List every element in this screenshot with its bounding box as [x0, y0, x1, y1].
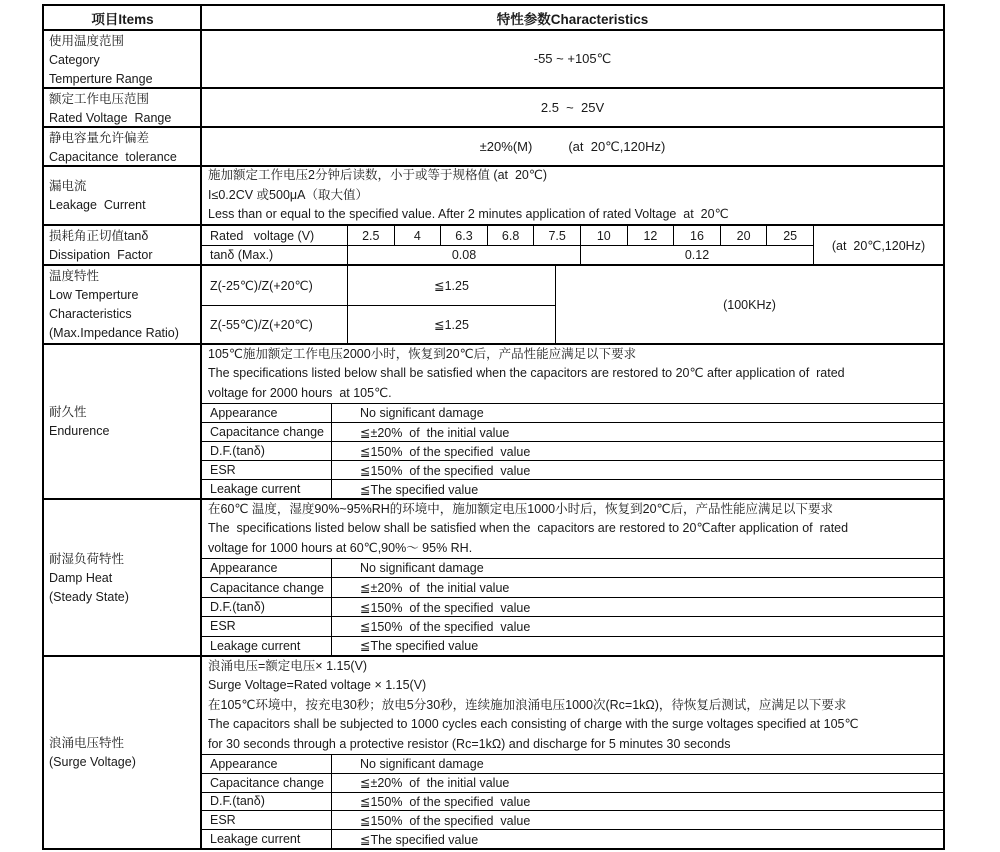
capacitance-tolerance-value-group	[480, 139, 666, 155]
temperature-range-label-en1: Category	[49, 53, 100, 67]
leakage-spec-line-1: 施加额定工作电压2分钟后读数，小于或等于规格值 (at 20℃)	[208, 168, 548, 183]
spec-item-label: Leakage current	[202, 480, 332, 498]
damp-heat-desc-line-3: voltage for 1000 hours at 60℃,90%～ 95% RH.	[208, 540, 473, 555]
impedance-ratio-label-1: Z(-25℃)/Z(+20℃)	[210, 278, 313, 293]
endurance-label-cell	[44, 345, 202, 498]
impedance-ratio-table	[202, 266, 943, 343]
surge-desc-line-5: for 30 seconds through a protective resistor (Rc=1kΩ) and discharge for 5 minutes 30 seconds	[208, 736, 731, 751]
items-header-label: 项目Items	[91, 12, 154, 27]
leakage-current-label-en: Leakage Current	[49, 198, 146, 212]
damp-heat-spec-row-capacitance	[202, 577, 943, 596]
leakage-current-spec-cell	[202, 167, 943, 224]
spec-item-label: Capacitance change	[202, 774, 332, 792]
tan-value-high-cell: 0.12	[580, 245, 813, 264]
low-temperature-label-en2: Characteristics	[49, 307, 132, 321]
endurance-spec-row-leakage	[202, 479, 943, 498]
damp-heat-spec-row-df	[202, 597, 943, 616]
damp-heat-row	[44, 498, 943, 655]
characteristics-header-label: 特性参数Characteristics	[496, 11, 649, 27]
surge-spec-table	[202, 754, 943, 848]
capacitance-tolerance-value-cell	[202, 128, 943, 165]
items-header-cell	[44, 6, 202, 29]
damp-heat-desc-line-2: The specifications listed below shall be satisfied when the capacitors are restored to 20℃after application of rated	[208, 521, 849, 536]
endurance-spec-table	[202, 403, 943, 498]
surge-desc-line-3: 在105℃环境中，按充电30秒；放电5分30秒，连续施加浪涌电压1000次(Rc=1kΩ)，待恢复后测试，应满足以下要求	[208, 697, 847, 712]
surge-spec-row-esr	[202, 810, 943, 829]
surge-voltage-label-cn: 浪涌电压特性	[49, 736, 125, 750]
characteristics-spec-table	[42, 4, 945, 850]
voltage-cell-4: 7.5	[533, 226, 580, 245]
spec-item-label: Leakage current	[202, 637, 332, 655]
voltage-cell-8: 20	[720, 226, 767, 245]
endurance-desc-line-2: The specifications listed below shall be satisfied when the capacitors are restored to 20℃ after application of rated	[208, 366, 845, 381]
damp-heat-desc-line-1: 在60℃ 温度，湿度90%~95%RH的环境中，施加额定电压1000小时后，恢复到20℃后，产品性能应满足以下要求	[208, 501, 834, 516]
voltage-cell-5: 10	[580, 226, 627, 245]
spec-item-value: ≦150% of the specified value	[360, 444, 531, 459]
temperature-range-value-cell	[202, 31, 943, 87]
impedance-ratio-value-1: ≦1.25	[347, 266, 555, 305]
spec-item-value: ≦±20% of the initial value	[360, 425, 510, 440]
impedance-ratio-label-2: Z(-55℃)/Z(+20℃)	[202, 305, 347, 344]
rated-voltage-header-label: Rated voltage (V)	[210, 228, 315, 243]
surge-spec-row-leakage	[202, 829, 943, 848]
spec-item-value: ≦±20% of the initial value	[360, 776, 510, 791]
leakage-spec-line-3: Less than or equal to the specified value. After 2 minutes application of rated Voltage at 20℃	[208, 207, 729, 222]
damp-heat-spec-table	[202, 558, 943, 655]
spec-item-value: ≦150% of the specified value	[360, 463, 531, 478]
voltage-cell-3: 6.8	[487, 226, 534, 245]
spec-item-label: D.F.(tanδ)	[202, 442, 332, 460]
endurance-spec-row-appearance	[202, 403, 943, 422]
rated-voltage-label-en: Rated Voltage Range	[49, 111, 172, 125]
spec-item-value: ≦150% of the specified value	[360, 813, 531, 828]
dissipation-condition-cell: (at 20℃,120Hz)	[813, 226, 943, 264]
rated-voltage-label-cell	[44, 89, 202, 126]
damp-heat-description	[202, 500, 943, 558]
characteristics-header-cell	[202, 6, 943, 29]
spec-item-value: No significant damage	[360, 756, 484, 771]
rated-voltage-label-cn: 额定工作电压范围	[49, 92, 150, 106]
voltage-cell-1: 4	[394, 226, 441, 245]
low-temperature-label-cn: 温度特性	[49, 269, 100, 283]
table-header-row	[44, 6, 943, 29]
rated-voltage-header-cell	[202, 226, 347, 245]
low-temperature-label-cell	[44, 266, 202, 343]
surge-desc-line-1: 浪涌电压=额定电压× 1.15(V)	[208, 658, 368, 673]
temperature-range-label-cn: 使用温度范围	[49, 34, 125, 48]
leakage-current-label-cn: 漏电流	[49, 179, 87, 193]
tan-max-header-label: tanδ (Max.)	[210, 248, 274, 262]
rated-voltage-value: 2.5 ~ 25V	[540, 100, 605, 115]
leakage-spec-line-2: I≤0.2CV 或500μA（取大值）	[208, 187, 368, 202]
dissipation-factor-label-cell	[44, 226, 202, 264]
damp-heat-spec-row-esr	[202, 616, 943, 635]
temperature-range-row	[44, 29, 943, 87]
capacitance-tolerance-label-cell	[44, 128, 202, 165]
spec-item-value: No significant damage	[360, 406, 484, 420]
spec-item-value: ≦150% of the specified value	[360, 600, 531, 615]
surge-voltage-label-cell	[44, 657, 202, 848]
voltage-cell-2: 6.3	[440, 226, 487, 245]
spec-item-label: Capacitance change	[202, 578, 332, 596]
endurance-row	[44, 343, 943, 498]
spec-item-label: D.F.(tanδ)	[202, 793, 332, 811]
capacitance-tolerance-value: ±20%(M)	[479, 138, 533, 154]
leakage-current-row	[44, 165, 943, 224]
damp-heat-label-en1: Damp Heat	[49, 570, 113, 585]
surge-spec-row-capacitance	[202, 773, 943, 792]
capacitance-tolerance-label-en: Capacitance tolerance	[49, 150, 177, 164]
surge-voltage-label-en: (Surge Voltage)	[49, 755, 136, 769]
damp-heat-label-cn: 耐湿负荷特性	[49, 551, 125, 566]
impedance-frequency-cell: (100KHz)	[555, 266, 943, 343]
spec-item-label: ESR	[202, 811, 332, 829]
endurance-spec-row-capacitance	[202, 422, 943, 441]
voltage-cell-9: 25	[766, 226, 813, 245]
dissipation-factor-row	[44, 224, 943, 264]
damp-heat-label-en2: (Steady State)	[49, 589, 129, 604]
low-temperature-label-en1: Low Temperture	[49, 288, 139, 302]
endurance-spec-row-esr	[202, 460, 943, 479]
endurance-desc-line-1: 105℃施加额定工作电压2000小时，恢复到20℃后，产品性能应满足以下要求	[208, 346, 637, 361]
temperature-range-label-en2: Temperture Range	[49, 72, 153, 86]
spec-item-label: Appearance	[202, 404, 332, 422]
capacitance-tolerance-condition: (at 20℃,120Hz)	[568, 138, 666, 154]
impedance-ratio-value-2: ≦1.25	[347, 305, 555, 344]
voltage-cell-0: 2.5	[347, 226, 394, 245]
capacitance-tolerance-label-cn: 静电容量允许偏差	[49, 131, 150, 145]
damp-heat-spec-row-appearance	[202, 558, 943, 577]
tan-value-low-cell: 0.08	[347, 245, 580, 264]
rated-voltage-value-cell	[202, 89, 943, 126]
spec-item-label: Appearance	[202, 755, 332, 773]
spec-item-value: ≦The specified value	[360, 639, 479, 654]
endurance-spec-cell	[202, 345, 943, 498]
endurance-desc-line-3: voltage for 2000 hours at 105℃.	[208, 385, 392, 400]
spec-item-label: D.F.(tanδ)	[202, 598, 332, 616]
surge-spec-row-df	[202, 792, 943, 811]
damp-heat-spec-row-leakage	[202, 636, 943, 655]
voltage-cell-6: 12	[627, 226, 674, 245]
surge-desc-line-2: Surge Voltage=Rated voltage × 1.15(V)	[208, 678, 427, 693]
temperature-range-value: -55 ~ +105℃	[533, 51, 612, 66]
surge-voltage-description	[202, 657, 943, 754]
low-temperature-characteristics-row	[44, 264, 943, 343]
endurance-label-en: Endurence	[49, 424, 110, 438]
endurance-label-cn: 耐久性	[49, 405, 87, 419]
damp-heat-spec-cell	[202, 500, 943, 655]
temperature-range-label-cell	[44, 31, 202, 87]
surge-voltage-spec-cell	[202, 657, 943, 848]
spec-item-value: ≦The specified value	[360, 832, 479, 847]
dissipation-factor-label-en: Dissipation Factor	[49, 248, 153, 262]
endurance-spec-row-df	[202, 441, 943, 460]
spec-item-value: ≦±20% of the initial value	[360, 581, 510, 596]
spec-item-label: ESR	[202, 617, 332, 635]
spec-item-label: Appearance	[202, 559, 332, 577]
spec-item-label: Capacitance change	[202, 423, 332, 441]
surge-desc-line-4: The capacitors shall be subjected to 1000 cycles each consisting of charge with the surge voltages specified at 105℃	[208, 717, 859, 732]
damp-heat-label-cell	[44, 500, 202, 655]
endurance-description	[202, 345, 943, 403]
low-temperature-label-en3: (Max.Impedance Ratio)	[49, 326, 179, 340]
spec-item-value: ≦150% of the specified value	[360, 619, 531, 634]
spec-item-value: ≦The specified value	[360, 482, 479, 497]
spec-item-label: ESR	[202, 461, 332, 479]
surge-voltage-row	[44, 655, 943, 848]
capacitance-tolerance-row	[44, 126, 943, 165]
leakage-current-label-cell	[44, 167, 202, 224]
dissipation-factor-label-cn: 损耗角正切值tanδ	[49, 229, 149, 243]
spec-item-label: Leakage current	[202, 830, 332, 848]
spec-item-value: ≦150% of the specified value	[360, 794, 531, 809]
voltage-cell-7: 16	[673, 226, 720, 245]
dissipation-factor-table	[202, 226, 943, 264]
surge-spec-row-appearance	[202, 754, 943, 773]
spec-item-value: No significant damage	[360, 561, 484, 576]
tan-max-header-cell	[202, 245, 347, 264]
rated-voltage-row	[44, 87, 943, 126]
